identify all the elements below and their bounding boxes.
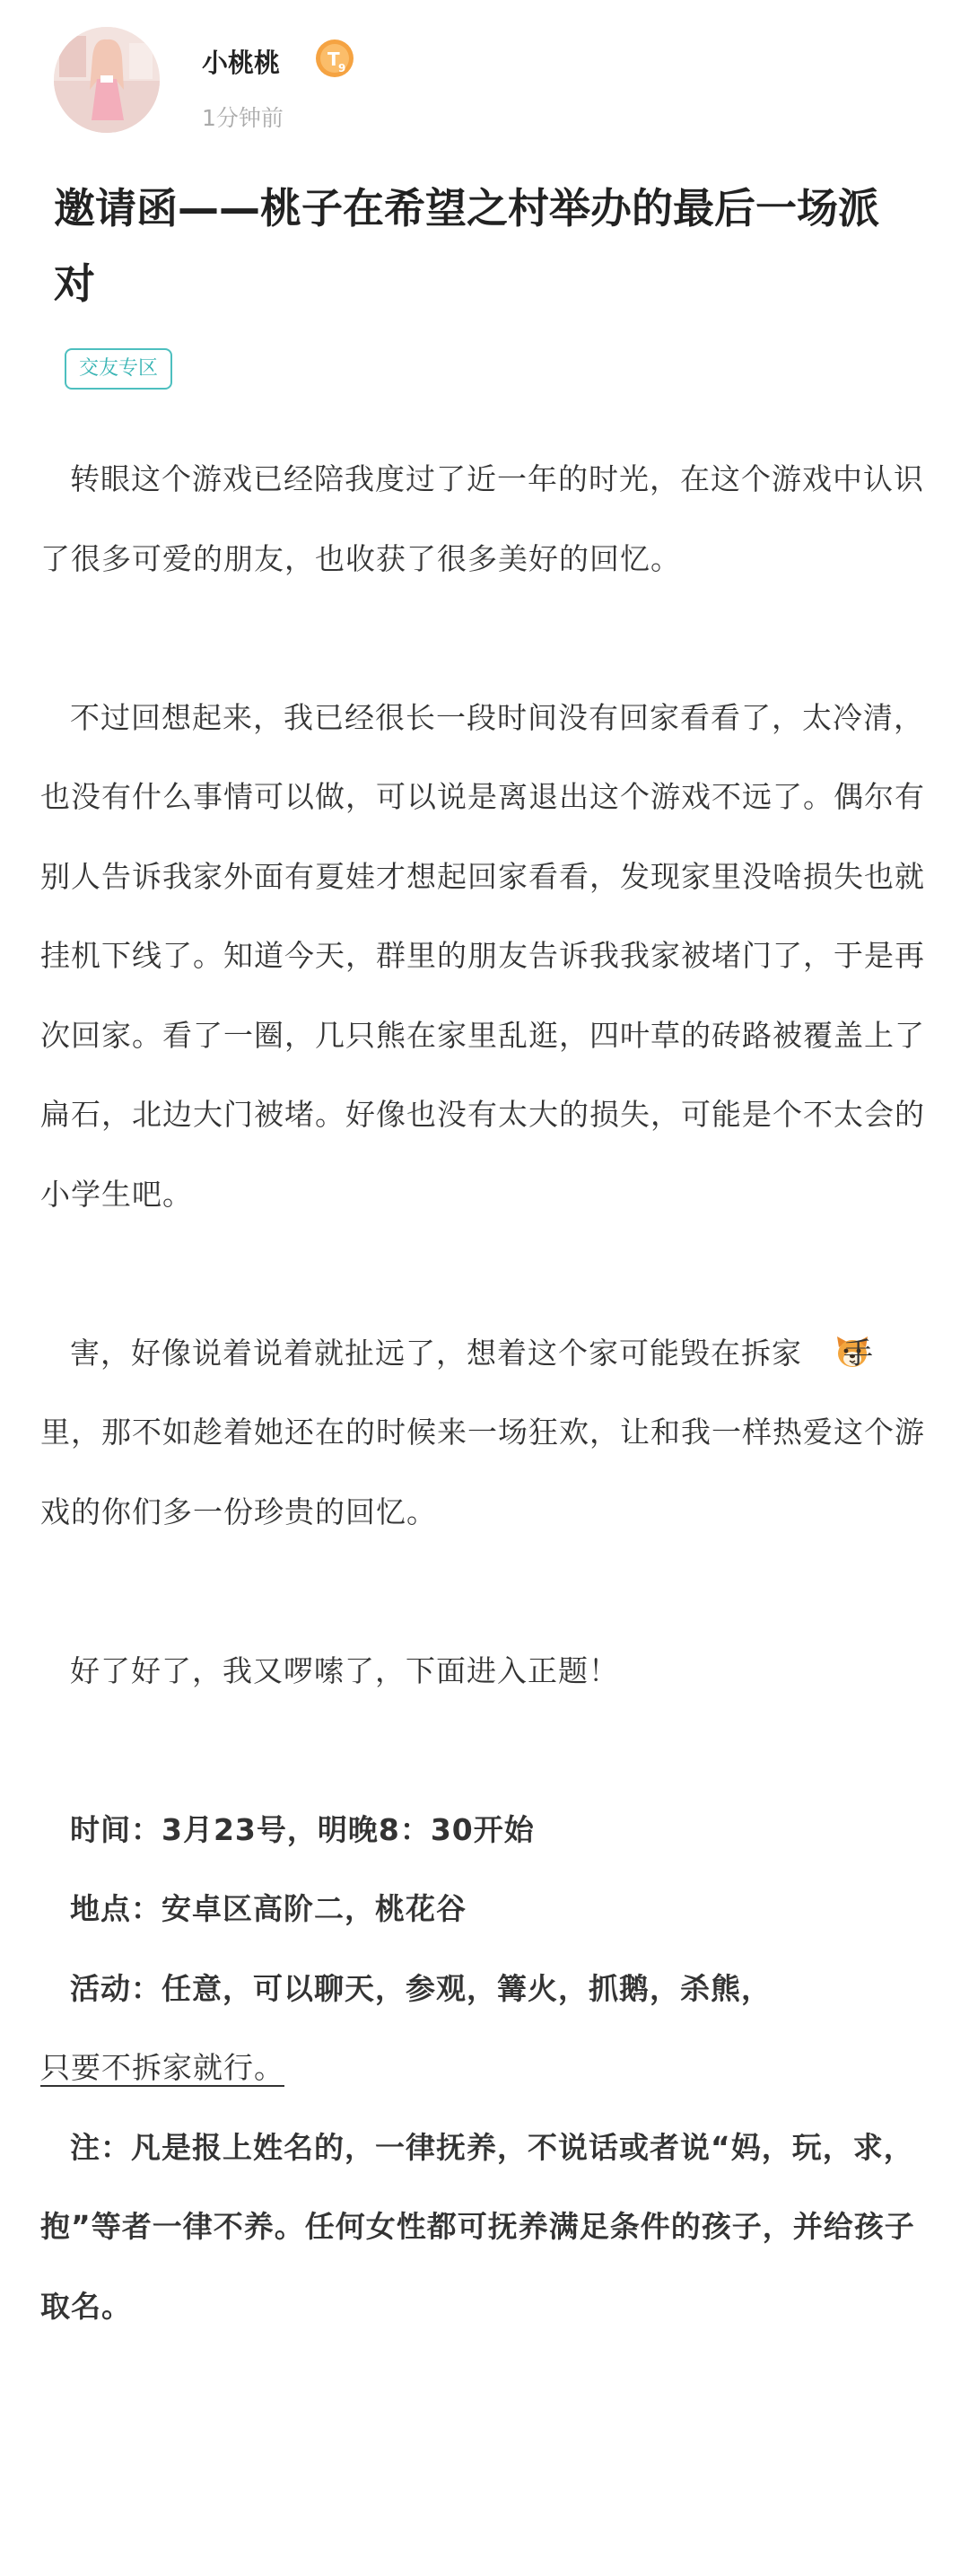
event-activity: 活动：任意，可以聊天，参观，篝火，抓鹅，杀熊， [70, 1970, 772, 2006]
spacer [40, 599, 929, 679]
paragraph-2: 不过回想起来，我已经很长一段时间没有回家看看了，太冷清，也没有什么事情可以做，可以说是离退出这个游戏不远了。偶尔有别人告诉我家外面有夏娃才想起回家看看，发现家里没啥损失也就挂机下线了。知道今天，群里的朋友告诉我我家被堵门了，于是再次回家。看了一圈，几只熊在家里乱逛，四叶草的砖路被覆盖上了扁石，北边大门被堵。好像也没有太大的损失，可能是个不太会的小学生吧。 [40, 699, 925, 1212]
post-content [40, 440, 929, 2346]
author-avatar[interactable] [54, 27, 160, 133]
paragraph-3 [40, 1314, 929, 1553]
svg-text:9: 9 [338, 62, 346, 74]
event-info [40, 1791, 929, 2108]
event-place: 地点：安卓区高阶二，桃花谷 [70, 1891, 467, 1926]
paragraph-4: 好了好了，我又啰嗦了，下面进入正题！ [70, 1652, 619, 1688]
spacer [40, 1552, 929, 1632]
level-badge-icon [314, 38, 355, 79]
svg-text:T: T [327, 48, 340, 70]
author-name[interactable]: 小桃桃 [202, 48, 281, 78]
paragraph-1: 转眼这个游戏已经陪我度过了近一年的时光，在这个游戏中认识了很多可爱的朋友，也收获了很多美好的回忆。 [40, 461, 924, 576]
dog-face-emoji-icon [804, 1321, 842, 1359]
event-activity-tail-line [40, 2028, 929, 2108]
avatar-girl-icon [54, 27, 160, 133]
post-title: 邀请函——桃子在希望之村举办的最后一场派对 [54, 184, 879, 308]
event-note-block [40, 2108, 929, 2347]
event-note: 注：凡是报上姓名的，一律抚养，不说话或者说“妈，玩，求，抱”等者一律不养。任何女性都可抚养满足条件的孩子，并给孩子取名。 [40, 2129, 915, 2324]
event-activity-tail: 只要不拆家就行。 [40, 2050, 284, 2085]
event-time: 时间：3月23号，明晚8：30开始 [70, 1811, 535, 1847]
post-header [54, 27, 915, 144]
paragraph-3-part-2: 手里，那不如趁着她还在的时候来一场狂欢，让和我一样热爱这个游戏的你们多一份珍贵的回忆。 [40, 1335, 925, 1529]
section-tag[interactable]: 交友专区 [65, 348, 172, 390]
spacer [40, 1711, 929, 1791]
post-time: 1分钟前 [202, 105, 284, 131]
paragraph-3-part-1: 害，好像说着说着就扯远了，想着这个家可能毁在拆家 [70, 1335, 802, 1371]
spacer [40, 1234, 929, 1314]
